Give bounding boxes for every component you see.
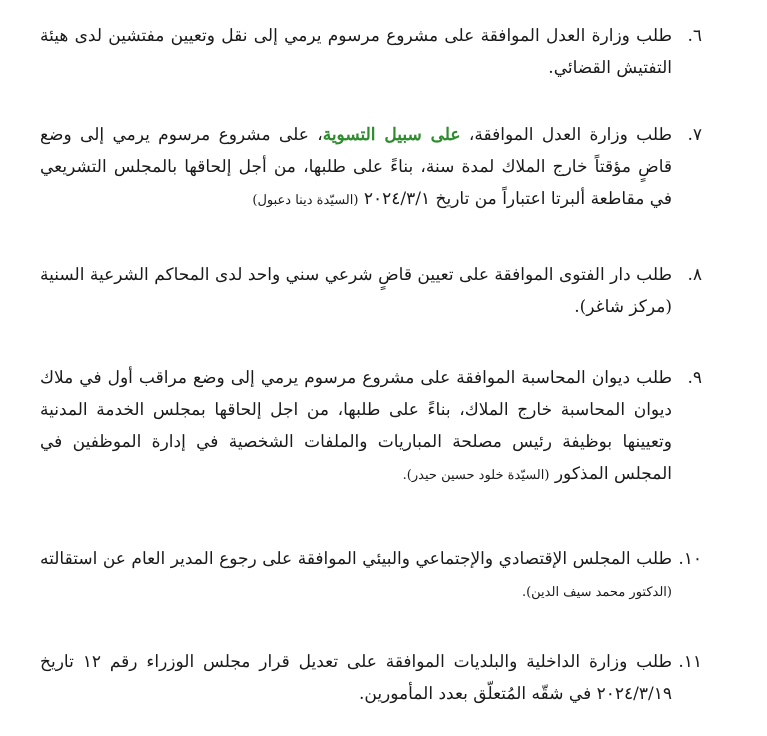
- item-text: طلب المجلس الإقتصادي والإجتماعي والبيئي الموافقة على رجوع المدير العام عن استقالته: [40, 549, 672, 569]
- item-number: ٦.: [687, 26, 702, 46]
- item-note: (السيّدة دينا دعبول): [252, 193, 359, 208]
- item-number: ٧.: [687, 125, 702, 145]
- item-text: طلب وزارة العدل الموافقة على مشروع مرسوم يرمي إلى نقل وتعيين مفتشين لدى هيئة التفتيش القضائي.: [40, 26, 672, 78]
- agenda-item-8: [40, 259, 702, 323]
- agenda-item-7: [40, 119, 702, 217]
- item-number: ٨.: [687, 265, 702, 285]
- agenda-item-11: [40, 646, 702, 710]
- item-text-start: طلب وزارة العدل الموافقة،: [460, 125, 673, 145]
- agenda-item-10: [40, 543, 702, 609]
- item-note: (السيّدة خلود حسين حيدر).: [402, 468, 550, 483]
- item-text-end: ، على مشروع مرسوم يرمي إلى وضع قاضٍ مؤقتاً خارج الملاك لمدة سنة، بناءً على طلبها، من أجل إلحاقها بالمجلس التشريعي في مقاطعة ألبرتا اعتباراً من تاريخ ٢٠٢٤/٣/١: [40, 125, 672, 209]
- item-note: (الدكتور محمد سيف الدين).: [521, 585, 672, 600]
- item-number: ١١.: [678, 652, 702, 672]
- highlighted-phrase: على سبيل التسوية: [322, 125, 461, 145]
- item-text: طلب ديوان المحاسبة الموافقة على مشروع مرسوم يرمي إلى وضع مراقب أول في ملاك ديوان المحاسبة خارج الملاك، بناءً على طلبها، من اجل إلحاقها بمجلس الخدمة المدنية وتعيينها بوظيفة رئيس مصلحة المباريات والملفات الشخصية في إدارة الموظفين في المجلس المذكور: [40, 368, 672, 484]
- agenda-item-9: [40, 362, 702, 492]
- item-text: طلب دار الفتوى الموافقة على تعيين قاضٍ شرعي سني واحد لدى المحاكم الشرعية السنية (مركز شاغر).: [40, 265, 672, 317]
- item-text: طلب وزارة الداخلية والبلديات الموافقة على تعديل قرار مجلس الوزراء رقم ١٢ تاريخ ٢٠٢٤/٣/١٩ في شقّه المُتعلّق بعدد المأمورين.: [40, 652, 672, 704]
- item-number: ١٠.: [678, 549, 702, 569]
- item-number: ٩.: [687, 368, 702, 388]
- agenda-item-6: [40, 20, 702, 84]
